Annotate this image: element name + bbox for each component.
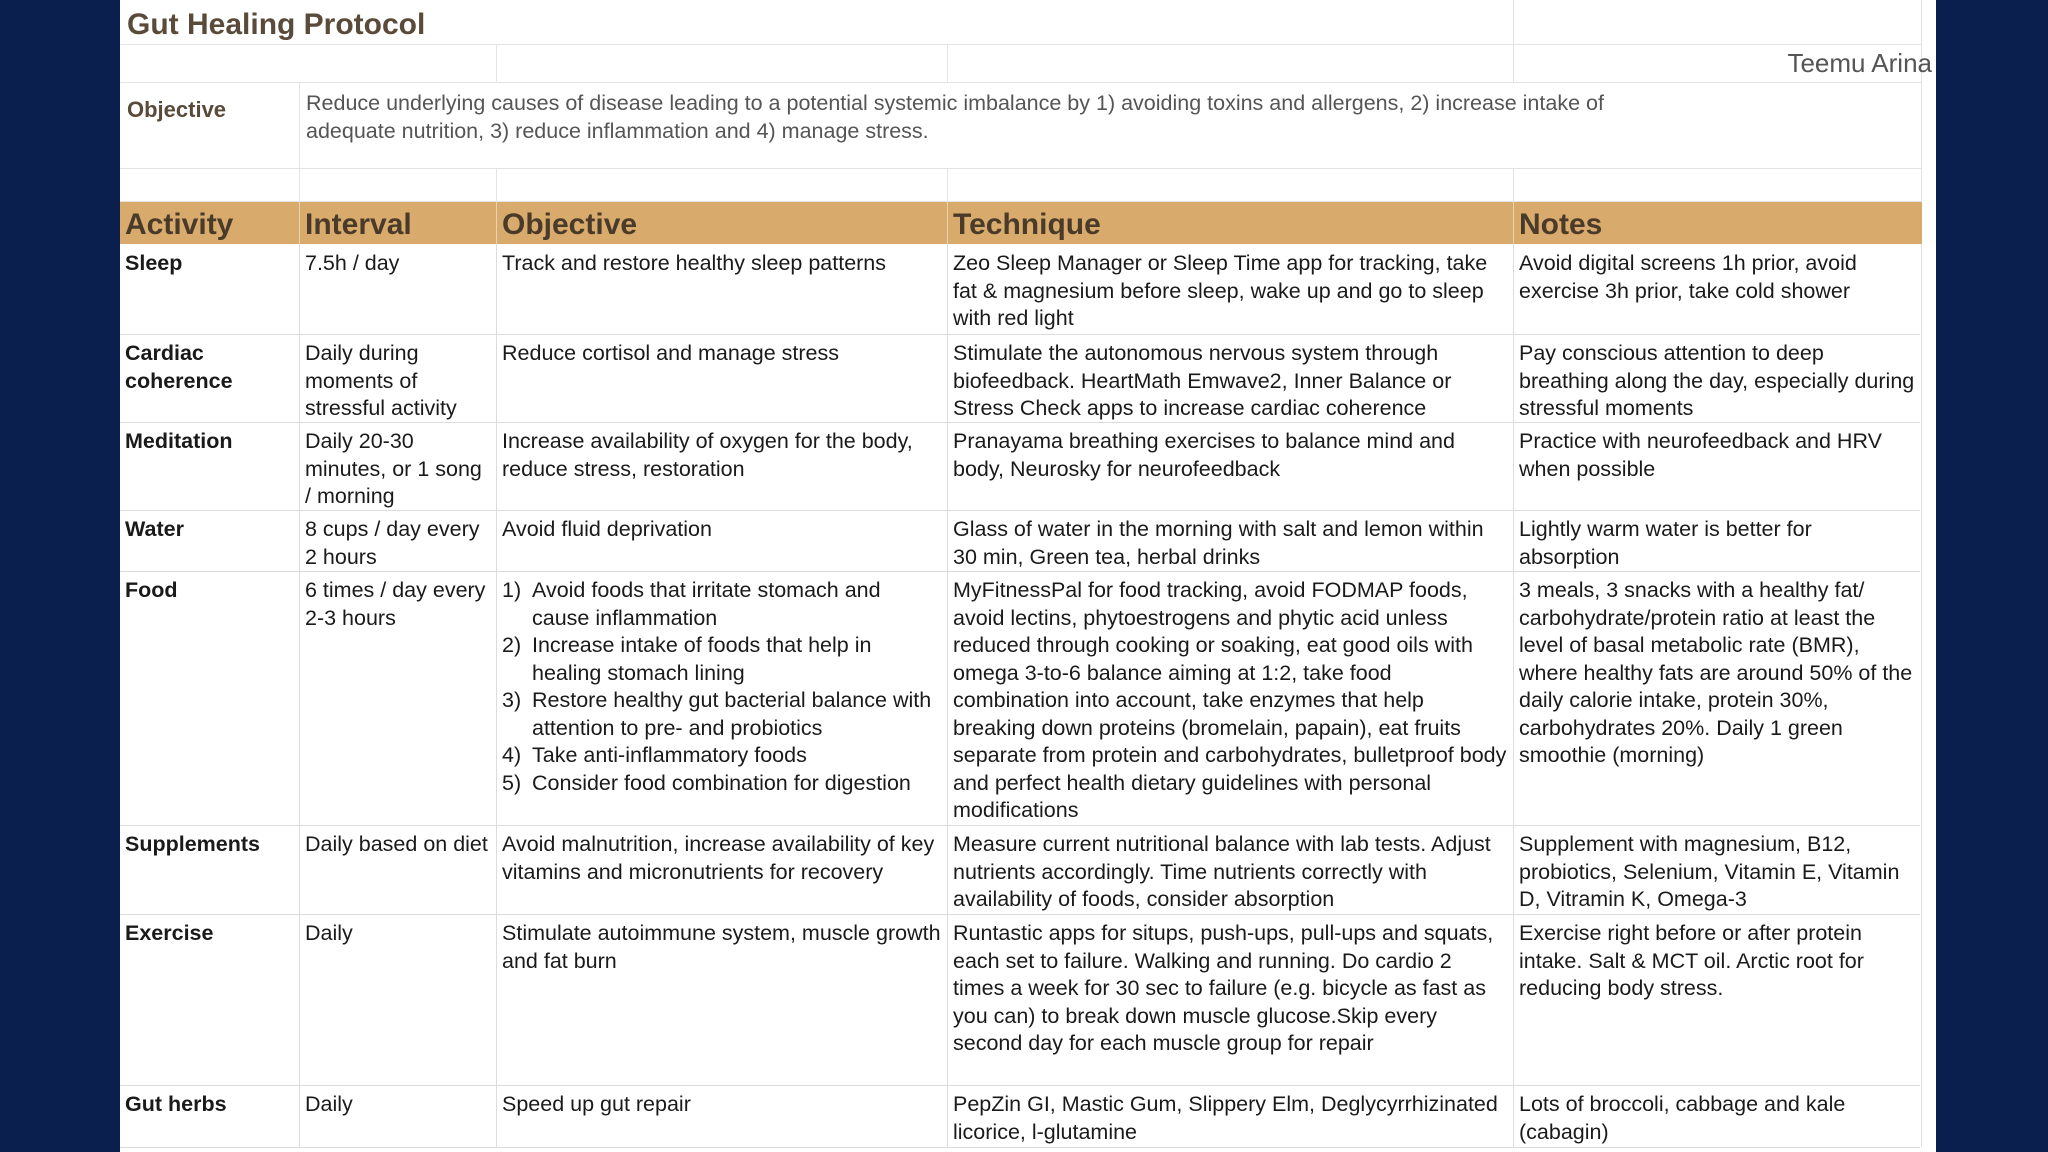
grid-cell bbox=[497, 169, 948, 202]
table-row-supplements bbox=[120, 825, 1920, 915]
cell-technique: Runtastic apps for situps, push-ups, pull-ups and squats, each set to failure. Walking and running. Do cardio 2 times a week for 30 sec to failure (e.g. bicycle as fast as you can) to break down muscle glucose.Skip every second day for each muscle group for repair bbox=[948, 914, 1514, 1085]
list-number: 3) bbox=[502, 688, 522, 712]
list-text: Take anti-inflammatory foods bbox=[532, 743, 807, 767]
spreadsheet-page bbox=[120, 0, 1936, 1152]
grid-cell bbox=[948, 169, 1514, 202]
cell-notes: Lots of broccoli, cabbage and kale (cabagin) bbox=[1514, 1085, 1922, 1147]
cell-notes: Supplement with magnesium, B12, probiotics, Selenium, Vitamin E, Vitamin D, Vitramin K, Omega-3 bbox=[1514, 825, 1922, 914]
cell-technique: Pranayama breathing exercises to balance mind and body, Neurosky for neurofeedback bbox=[948, 422, 1514, 510]
cell-activity: Food bbox=[120, 571, 300, 825]
header-objective: Objective bbox=[497, 202, 948, 244]
list-item bbox=[502, 770, 941, 798]
list-number: 4) bbox=[502, 743, 522, 767]
objective-list bbox=[502, 577, 941, 797]
cell-notes: Lightly warm water is better for absorption bbox=[1514, 510, 1922, 571]
table-row-sleep bbox=[120, 244, 1920, 335]
cell-interval: Daily based on diet bbox=[300, 825, 497, 914]
cell-interval: 6 times / day every 2-3 hours bbox=[300, 571, 497, 825]
cell-interval: Daily 20-30 minutes, or 1 song / morning bbox=[300, 422, 497, 510]
cell-activity: Exercise bbox=[120, 914, 300, 1085]
header-notes: Notes bbox=[1514, 202, 1922, 244]
cell-activity: Supplements bbox=[120, 825, 300, 914]
grid-cell bbox=[1514, 0, 1922, 45]
grid-cell bbox=[1514, 169, 1922, 202]
document-title: Gut Healing Protocol bbox=[127, 8, 426, 41]
header-technique: Technique bbox=[948, 202, 1514, 244]
list-number: 1) bbox=[502, 578, 522, 602]
cell-notes: Avoid digital screens 1h prior, avoid exercise 3h prior, take cold shower bbox=[1514, 244, 1922, 334]
cell-objective: Avoid malnutrition, increase availability of key vitamins and micronutrients for recovery bbox=[497, 825, 948, 914]
cell-notes: 3 meals, 3 snacks with a healthy fat/ carbohydrate/protein ratio at least the level of basal metabolic rate (BMR), where healthy fats are around 50% of the daily calorie intake, protein 30%, carbohydrates 20%. Daily 1 green smoothie (morning) bbox=[1514, 571, 1922, 825]
cell-notes: Practice with neurofeedback and HRV when possible bbox=[1514, 422, 1922, 510]
table-row-exercise bbox=[120, 914, 1920, 1086]
cell-technique: MyFitnessPal for food tracking, avoid FODMAP foods, avoid lectins, phytoestrogens and phytic acid unless reduced through cooking or soaking, eat good oils with omega 3-to-6 balance aiming at 1:2, take food combination into account, take enzymes that help breaking down proteins (bromelain, papain), eat fruits separate from protein and carbohydrates, bulletproof body and perfect health dietary guidelines with personal modifications bbox=[948, 571, 1514, 825]
table-row-meditation bbox=[120, 422, 1920, 511]
list-item bbox=[502, 577, 941, 632]
cell-interval: Daily bbox=[300, 1085, 497, 1147]
cell-technique: Zeo Sleep Manager or Sleep Time app for tracking, take fat & magnesium before sleep, wake up and go to sleep with red light bbox=[948, 244, 1514, 334]
cell-activity: Cardiac coherence bbox=[120, 334, 300, 422]
grid-cell bbox=[948, 45, 1514, 83]
list-number: 5) bbox=[502, 770, 522, 795]
cell-technique: Stimulate the autonomous nervous system through biofeedback. HeartMath Emwave2, Inner Balance or Stress Check apps to increase cardiac coherence bbox=[948, 334, 1514, 422]
list-text: Consider food combination for digestion bbox=[532, 770, 911, 795]
grid-cell bbox=[497, 45, 948, 83]
list-number: 2) bbox=[502, 633, 522, 657]
list-item bbox=[502, 632, 941, 687]
cell-activity: Gut herbs bbox=[120, 1085, 300, 1147]
objective-label: Objective bbox=[127, 97, 227, 122]
author-name: Teemu Arina bbox=[1787, 48, 1932, 78]
cell-objective: Avoid fluid deprivation bbox=[497, 510, 948, 571]
cell-objective: Stimulate autoimmune system, muscle growth and fat burn bbox=[497, 914, 948, 1085]
cell-objective: Track and restore healthy sleep patterns bbox=[497, 244, 948, 334]
list-item bbox=[502, 687, 941, 742]
grid-cell bbox=[120, 83, 300, 169]
table-row-water bbox=[120, 510, 1920, 572]
cell-activity: Sleep bbox=[120, 244, 300, 334]
cell-interval: Daily during moments of stressful activity bbox=[300, 334, 497, 422]
objective-text: Reduce underlying causes of disease leading to a potential systemic imbalance by 1) avoiding toxins and allergens, 2) increase intake of adequate nutrition, 3) reduce inflammation and 4) manage stress. bbox=[306, 91, 1604, 143]
cell-activity: Water bbox=[120, 510, 300, 571]
grid-cell bbox=[120, 169, 300, 202]
grid-cell bbox=[300, 169, 497, 202]
cell-activity: Meditation bbox=[120, 422, 300, 510]
cell-objective: Increase availability of oxygen for the body, reduce stress, restoration bbox=[497, 422, 948, 510]
cell-objective: Speed up gut repair bbox=[497, 1085, 948, 1147]
cell-interval: Daily bbox=[300, 914, 497, 1085]
table-row-cardiac-coherence bbox=[120, 334, 1920, 423]
grid-cell bbox=[120, 45, 497, 83]
cell-interval: 7.5h / day bbox=[300, 244, 497, 334]
cell-objective bbox=[497, 571, 948, 825]
table-row-food bbox=[120, 571, 1920, 826]
cell-interval: 8 cups / day every 2 hours bbox=[300, 510, 497, 571]
cell-objective: Reduce cortisol and manage stress bbox=[497, 334, 948, 422]
list-text: Avoid foods that irritate stomach and cause inflammation bbox=[532, 578, 881, 630]
cell-notes: Exercise right before or after protein intake. Salt & MCT oil. Arctic root for reducing body stress. bbox=[1514, 914, 1922, 1085]
cell-technique: Glass of water in the morning with salt and lemon within 30 min, Green tea, herbal drinks bbox=[948, 510, 1514, 571]
list-text: Increase intake of foods that help in healing stomach lining bbox=[532, 633, 872, 685]
cell-technique: PepZin GI, Mastic Gum, Slippery Elm, Deglycyrrhizinated licorice, l-glutamine bbox=[948, 1085, 1514, 1147]
header-activity: Activity bbox=[120, 202, 300, 244]
list-text: Restore healthy gut bacterial balance with attention to pre- and probiotics bbox=[532, 688, 932, 740]
table-row-gut-herbs bbox=[120, 1085, 1920, 1148]
cell-notes: Pay conscious attention to deep breathing along the day, especially during stressful moments bbox=[1514, 334, 1922, 422]
list-item bbox=[502, 742, 941, 770]
header-interval: Interval bbox=[300, 202, 497, 244]
cell-technique: Measure current nutritional balance with lab tests. Adjust nutrients accordingly. Time nutrients correctly with availability of foods, consider absorption bbox=[948, 825, 1514, 914]
